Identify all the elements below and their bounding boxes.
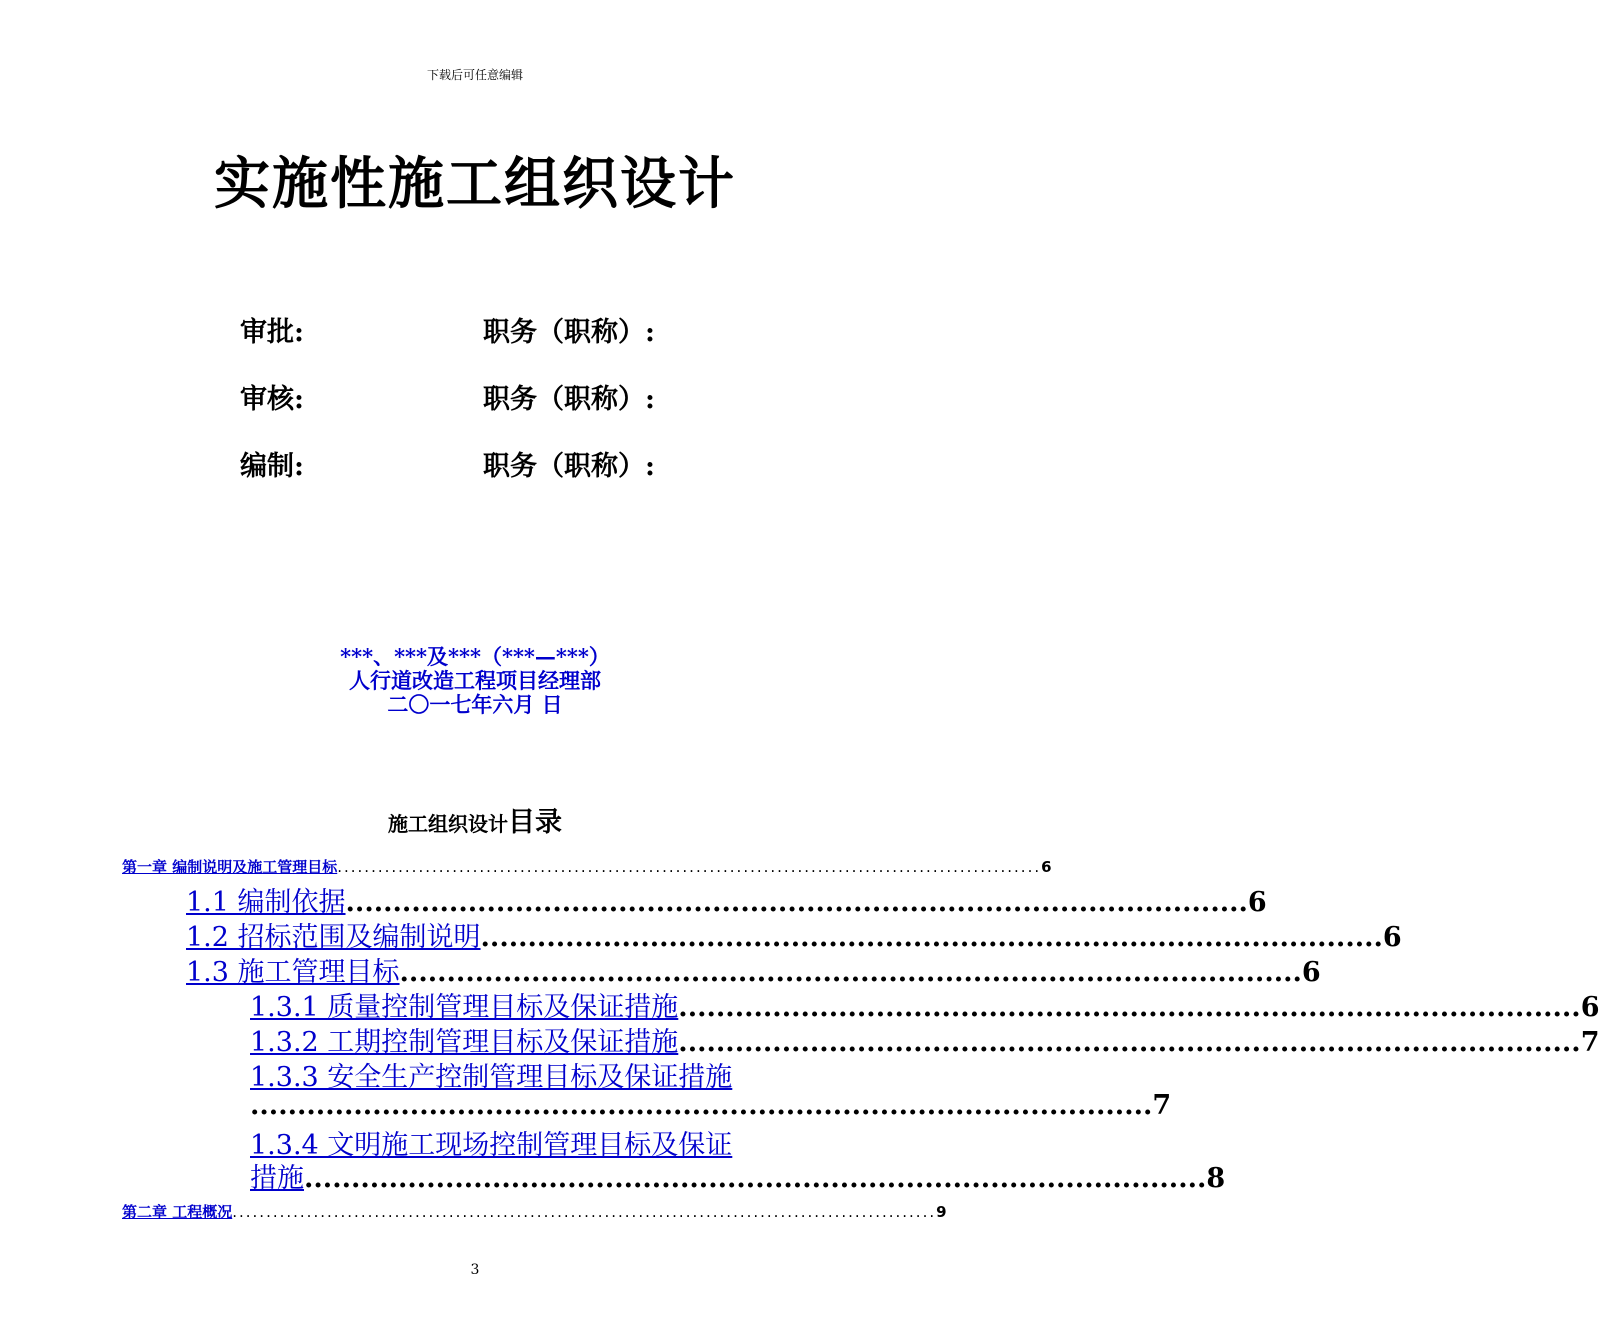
toc-leader-dots: ................................................................................................ bbox=[250, 1090, 1153, 1121]
org-line-date: 二〇一七年六月 日 bbox=[387, 692, 563, 717]
document-title: 实施性施工组织设计 bbox=[214, 151, 736, 217]
toc-leader-dots: ........................................................................................................ bbox=[232, 1203, 937, 1221]
toc-entry-page: 7 bbox=[1152, 1090, 1172, 1121]
signature-post: 职务（职称）: bbox=[483, 317, 655, 348]
toc-entry-1-2[interactable] bbox=[186, 915, 1402, 954]
toc-entry-1-3[interactable] bbox=[186, 950, 1321, 989]
toc-leader-dots: ................................................................................................ bbox=[678, 992, 1581, 1023]
toc-entry-1-3-4-leader[interactable] bbox=[250, 1156, 1226, 1195]
signature-row-review bbox=[240, 377, 840, 417]
toc-entry-1-3-2[interactable] bbox=[250, 1020, 1599, 1059]
toc-entry-page: 6 bbox=[1247, 887, 1267, 918]
toc-entry-label[interactable]: 第二章 工程概况 bbox=[122, 1203, 233, 1221]
toc-entry-label[interactable]: 1.2 招标范围及编制说明 bbox=[186, 922, 481, 953]
signature-row-prepare bbox=[240, 444, 840, 484]
signature-label: 审核: bbox=[240, 384, 304, 415]
toc-leader-dots: ........................................................................................................ bbox=[337, 858, 1042, 876]
toc-entry-page: 6 bbox=[1041, 858, 1052, 876]
toc-title-suffix: 目录 bbox=[508, 807, 562, 838]
signature-post: 职务（职称）: bbox=[483, 384, 655, 415]
toc-entry-chapter-2[interactable] bbox=[122, 1201, 947, 1222]
toc-entry-label-cont[interactable]: 措施 bbox=[250, 1163, 304, 1194]
toc-leader-dots: ................................................................................................ bbox=[678, 1027, 1581, 1058]
signature-label: 审批: bbox=[240, 317, 304, 348]
toc-entry-1-3-3-leader[interactable] bbox=[250, 1090, 1172, 1121]
toc-entry-page: 7 bbox=[1580, 1027, 1599, 1058]
toc-entry-1-3-1[interactable] bbox=[250, 985, 1599, 1024]
toc-entry-1-3-3-label[interactable]: 1.3.3 安全生产控制管理目标及保证措施 bbox=[250, 1062, 733, 1093]
toc-title bbox=[0, 800, 950, 839]
toc-entry-label[interactable]: 1.1 编制依据 bbox=[186, 887, 346, 918]
toc-entry-page: 8 bbox=[1206, 1163, 1226, 1194]
toc-entry-label[interactable]: 1.3.1 质量控制管理目标及保证措施 bbox=[250, 992, 679, 1023]
toc-entry-label[interactable]: 1.3.2 工期控制管理目标及保证措施 bbox=[250, 1027, 679, 1058]
toc-entry-label[interactable]: 第一章 编制说明及施工管理目标 bbox=[122, 858, 338, 876]
signature-label: 编制: bbox=[240, 451, 304, 482]
org-line-project: ***、***及***（***—***） bbox=[340, 644, 610, 669]
toc-leader-dots: ................................................................................................ bbox=[480, 922, 1383, 953]
page-number: 3 bbox=[470, 1262, 480, 1278]
toc-entry-1-3-4-label[interactable]: 1.3.4 文明施工现场控制管理目标及保证 bbox=[250, 1130, 733, 1161]
toc-leader-dots: ................................................................................................ bbox=[399, 957, 1302, 988]
signature-row-approve bbox=[240, 310, 840, 350]
organization-block bbox=[0, 645, 950, 717]
toc-entry-page: 6 bbox=[1580, 992, 1599, 1023]
toc-entry-page: 9 bbox=[936, 1203, 947, 1221]
toc-leader-dots: ................................................................................................ bbox=[304, 1163, 1207, 1194]
org-line-department: 人行道改造工程项目经理部 bbox=[349, 668, 601, 693]
toc-entry-page: 6 bbox=[1382, 922, 1402, 953]
signature-post: 职务（职称）: bbox=[483, 451, 655, 482]
toc-entry-label[interactable]: 1.3 施工管理目标 bbox=[186, 957, 400, 988]
toc-entry-page: 6 bbox=[1301, 957, 1321, 988]
header-note: 下载后可任意编辑 bbox=[426, 68, 523, 82]
toc-title-main: 施工组织设计 bbox=[388, 812, 508, 836]
toc-entry-chapter-1[interactable] bbox=[122, 856, 1052, 877]
toc-leader-dots: ................................................................................................ bbox=[345, 887, 1248, 918]
toc-entry-1-1[interactable] bbox=[186, 880, 1267, 919]
